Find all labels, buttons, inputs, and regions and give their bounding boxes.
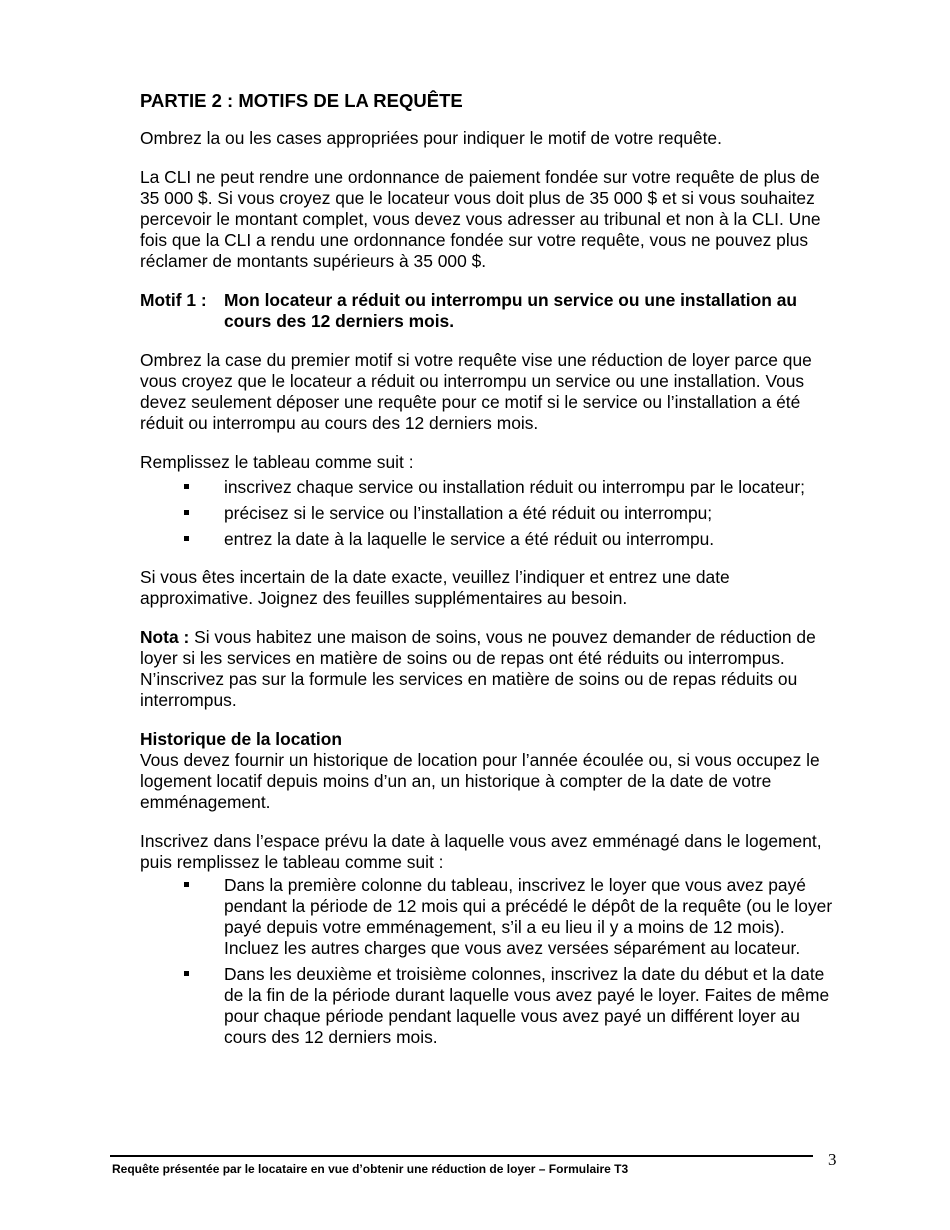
motif-1-heading bbox=[140, 290, 840, 332]
motif-1-lead: Motif 1 : bbox=[140, 290, 207, 310]
footer-text: Requête présentée par le locataire en vue d’obtenir une réduction de loyer – Formulaire T3 bbox=[112, 1162, 629, 1176]
bullet-square-icon bbox=[184, 882, 189, 887]
history-heading: Historique de la location bbox=[140, 729, 342, 749]
nota-label: Nota : bbox=[140, 627, 190, 647]
list-item: Dans les deuxième et troisième colonnes, inscrivez la date du début et la date de la fin de la période durant laquelle vous avez payé le loyer. Faites de même pour chaque période pendant laquelle vous avez payé un différent loyer au cours des 12 derniers mois. bbox=[140, 964, 840, 1048]
intro-paragraph: Ombrez la ou les cases appropriées pour indiquer le motif de votre requête. bbox=[140, 128, 722, 148]
nota-paragraph bbox=[140, 627, 840, 711]
nota-text: Si vous habitez une maison de soins, vous ne pouvez demander de réduction de loyer si les services en matière de soins ou de repas ont été réduits ou interrompus. N’inscrivez pas sur la formule les services en matière de soins ou de repas réduits ou interrompus. bbox=[140, 627, 816, 710]
bullet-square-icon bbox=[184, 484, 189, 489]
bullet-square-icon bbox=[184, 971, 189, 976]
cli-paragraph: La CLI ne peut rendre une ordonnance de paiement fondée sur votre requête de plus de 35 000 $. Si vous croyez que le locateur vous doit plus de 35 000 $ et si vous souhaitez percevoir le montant complet, vous devez vous adresser au tribunal et non à la CLI. Une fois que la CLI a rendu une ordonnance fondée sur votre requête, vous ne pouvez plus réclamer de montants supérieurs à 35 000 $. bbox=[140, 167, 821, 271]
move-in-paragraph: Inscrivez dans l’espace prévu la date à laquelle vous avez emménagé dans le logement, puis remplissez le tableau comme suit : bbox=[140, 831, 822, 872]
section-title: PARTIE 2 : MOTIFS DE LA REQUÊTE bbox=[140, 90, 463, 111]
uncertain-paragraph: Si vous êtes incertain de la date exacte, veuillez l’indiquer et entrez une date approximative. Joignez des feuilles supplémentaires au besoin. bbox=[140, 567, 730, 608]
list-item: précisez si le service ou l’installation a été réduit ou interrompu; bbox=[140, 503, 840, 524]
bullet-square-icon bbox=[184, 510, 189, 515]
motif-1-paragraph: Ombrez la case du premier motif si votre requête vise une réduction de loyer parce que vous croyez que le locateur a réduit ou interrompu un service ou une installation. Vous devez seulement déposer une requête pour ce motif si le service ou l’installation a été réduit ou interrompu au cours des 12 derniers mois. bbox=[140, 350, 812, 433]
table-bullet-list bbox=[140, 477, 840, 550]
bullet-square-icon bbox=[184, 536, 189, 541]
footer-divider bbox=[110, 1155, 813, 1157]
history-paragraph: Vous devez fournir un historique de location pour l’année écoulée ou, si vous occupez le logement locatif depuis moins d’un an, un historique à compter de la date de votre emménagement. bbox=[140, 750, 820, 812]
document-body bbox=[140, 90, 840, 1048]
list-item: inscrivez chaque service ou installation réduit ou interrompu par le locateur; bbox=[140, 477, 840, 498]
list-item: Dans la première colonne du tableau, inscrivez le loyer que vous avez payé pendant la période de 12 mois qui a précédé le dépôt de la requête (ou le loyer payé depuis votre emménagement, s’il a eu lieu il y a moins de 12 mois). Incluez les autres charges que vous avez versées séparément au locateur. bbox=[140, 875, 840, 959]
motif-1-text: Mon locateur a réduit ou interrompu un service ou une installation au cours des 12 derniers mois. bbox=[224, 290, 797, 331]
list-item: entrez la date à la laquelle le service a été réduit ou interrompu. bbox=[140, 529, 840, 550]
history-bullet-list bbox=[140, 875, 840, 1048]
page-number: 3 bbox=[828, 1150, 837, 1169]
table-intro: Remplissez le tableau comme suit : bbox=[140, 452, 414, 472]
